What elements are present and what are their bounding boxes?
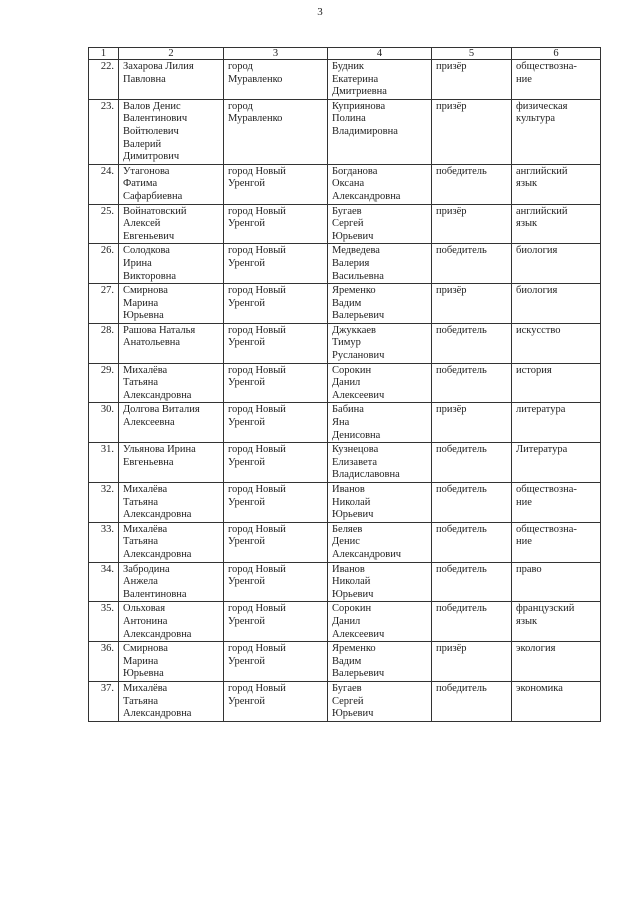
teacher-name-cell: Ульянова Ирина Евгеньевна xyxy=(119,443,224,483)
student-name-cell: Медведева Валерия Васильевна xyxy=(328,244,432,284)
row-number-cell: 35. xyxy=(89,602,119,642)
header-row xyxy=(89,48,601,60)
result-status-cell: победитель xyxy=(432,244,512,284)
result-status-cell: победитель xyxy=(432,443,512,483)
table-row xyxy=(89,60,601,100)
subject-cell: английский язык xyxy=(512,204,601,244)
column-header-4: 4 xyxy=(328,48,432,60)
teacher-name-cell: Смирнова Марина Юрьевна xyxy=(119,284,224,324)
row-number-cell: 29. xyxy=(89,363,119,403)
teacher-name-cell: Михалёва Татьяна Александровна xyxy=(119,522,224,562)
subject-cell: физическая культура xyxy=(512,99,601,164)
subject-cell: биология xyxy=(512,244,601,284)
subject-cell: биология xyxy=(512,284,601,324)
result-status-cell: победитель xyxy=(432,681,512,721)
result-status-cell: победитель xyxy=(432,483,512,523)
city-cell: город Новый Уренгой xyxy=(224,443,328,483)
row-number-cell: 27. xyxy=(89,284,119,324)
table-row xyxy=(89,642,601,682)
student-name-cell: Джуккаев Тимур Русланович xyxy=(328,323,432,363)
table-row xyxy=(89,363,601,403)
table-row xyxy=(89,204,601,244)
table-row xyxy=(89,602,601,642)
subject-cell: экономика xyxy=(512,681,601,721)
city-cell: город Новый Уренгой xyxy=(224,323,328,363)
column-header-6: 6 xyxy=(512,48,601,60)
teacher-name-cell: Валов Денис Валентинович Войтюлевич Валерий Димитрович xyxy=(119,99,224,164)
student-name-cell: Кузнецова Елизавета Владиславовна xyxy=(328,443,432,483)
subject-cell: обществозна- ние xyxy=(512,483,601,523)
row-number-cell: 34. xyxy=(89,562,119,602)
result-status-cell: победитель xyxy=(432,562,512,602)
city-cell: город Новый Уренгой xyxy=(224,403,328,443)
result-status-cell: призёр xyxy=(432,60,512,100)
teacher-name-cell: Утагонова Фатима Сафарбиевна xyxy=(119,164,224,204)
teacher-name-cell: Михалёва Татьяна Александровна xyxy=(119,681,224,721)
table-row xyxy=(89,403,601,443)
row-number-cell: 31. xyxy=(89,443,119,483)
city-cell: город Новый Уренгой xyxy=(224,642,328,682)
city-cell: город Новый Уренгой xyxy=(224,204,328,244)
result-status-cell: призёр xyxy=(432,642,512,682)
student-name-cell: Сорокин Данил Алексеевич xyxy=(328,363,432,403)
student-name-cell: Бугаев Сергей Юрьевич xyxy=(328,681,432,721)
table-row xyxy=(89,244,601,284)
table-row xyxy=(89,562,601,602)
teacher-name-cell: Михалёва Татьяна Александровна xyxy=(119,483,224,523)
city-cell: город Новый Уренгой xyxy=(224,363,328,403)
student-name-cell: Беляев Денис Александрович xyxy=(328,522,432,562)
results-table xyxy=(88,47,601,722)
city-cell: город Новый Уренгой xyxy=(224,284,328,324)
teacher-name-cell: Смирнова Марина Юрьевна xyxy=(119,642,224,682)
row-number-cell: 32. xyxy=(89,483,119,523)
row-number-cell: 22. xyxy=(89,60,119,100)
student-name-cell: Будник Екатерина Дмитриевна xyxy=(328,60,432,100)
subject-cell: экология xyxy=(512,642,601,682)
teacher-name-cell: Рашова Наталья Анатольевна xyxy=(119,323,224,363)
result-status-cell: призёр xyxy=(432,284,512,324)
table-row xyxy=(89,483,601,523)
city-cell: город Новый Уренгой xyxy=(224,483,328,523)
subject-cell: литература xyxy=(512,403,601,443)
result-status-cell: победитель xyxy=(432,323,512,363)
table-row xyxy=(89,443,601,483)
teacher-name-cell: Михалёва Татьяна Александровна xyxy=(119,363,224,403)
subject-cell: право xyxy=(512,562,601,602)
column-header-5: 5 xyxy=(432,48,512,60)
teacher-name-cell: Ольховая Антонина Александровна xyxy=(119,602,224,642)
row-number-cell: 23. xyxy=(89,99,119,164)
row-number-cell: 37. xyxy=(89,681,119,721)
result-status-cell: призёр xyxy=(432,99,512,164)
teacher-name-cell: Забродина Анжела Валентиновна xyxy=(119,562,224,602)
city-cell: город Новый Уренгой xyxy=(224,562,328,602)
table-row xyxy=(89,284,601,324)
row-number-cell: 26. xyxy=(89,244,119,284)
city-cell: город Новый Уренгой xyxy=(224,681,328,721)
subject-cell: история xyxy=(512,363,601,403)
subject-cell: английский язык xyxy=(512,164,601,204)
student-name-cell: Иванов Николай Юрьевич xyxy=(328,562,432,602)
city-cell: город Новый Уренгой xyxy=(224,602,328,642)
row-number-cell: 30. xyxy=(89,403,119,443)
result-status-cell: победитель xyxy=(432,602,512,642)
row-number-cell: 25. xyxy=(89,204,119,244)
student-name-cell: Бугаев Сергей Юрьевич xyxy=(328,204,432,244)
subject-cell: французский язык xyxy=(512,602,601,642)
subject-cell: обществозна- ние xyxy=(512,60,601,100)
student-name-cell: Иванов Николай Юрьевич xyxy=(328,483,432,523)
student-name-cell: Богданова Оксана Александровна xyxy=(328,164,432,204)
page-number: 3 xyxy=(317,6,323,18)
table-row xyxy=(89,681,601,721)
column-header-1: 1 xyxy=(89,48,119,60)
result-status-cell: призёр xyxy=(432,403,512,443)
subject-cell: обществозна- ние xyxy=(512,522,601,562)
city-cell: город Муравленко xyxy=(224,60,328,100)
city-cell: город Муравленко xyxy=(224,99,328,164)
student-name-cell: Бабина Яна Денисовна xyxy=(328,403,432,443)
result-status-cell: призёр xyxy=(432,204,512,244)
row-number-cell: 28. xyxy=(89,323,119,363)
student-name-cell: Сорокин Данил Алексеевич xyxy=(328,602,432,642)
teacher-name-cell: Солодкова Ирина Викторовна xyxy=(119,244,224,284)
table-row xyxy=(89,522,601,562)
table-row xyxy=(89,99,601,164)
column-header-2: 2 xyxy=(119,48,224,60)
subject-cell: Литература xyxy=(512,443,601,483)
table-row xyxy=(89,323,601,363)
subject-cell: искусство xyxy=(512,323,601,363)
row-number-cell: 36. xyxy=(89,642,119,682)
table-row xyxy=(89,164,601,204)
city-cell: город Новый Уренгой xyxy=(224,164,328,204)
student-name-cell: Яременко Вадим Валерьевич xyxy=(328,284,432,324)
result-status-cell: победитель xyxy=(432,522,512,562)
result-status-cell: победитель xyxy=(432,363,512,403)
city-cell: город Новый Уренгой xyxy=(224,244,328,284)
city-cell: город Новый Уренгой xyxy=(224,522,328,562)
teacher-name-cell: Захарова Лилия Павловна xyxy=(119,60,224,100)
teacher-name-cell: Войнатовский Алексей Евгеньевич xyxy=(119,204,224,244)
table-header xyxy=(89,48,601,60)
teacher-name-cell: Долгова Виталия Алексеевна xyxy=(119,403,224,443)
column-header-3: 3 xyxy=(224,48,328,60)
row-number-cell: 33. xyxy=(89,522,119,562)
result-status-cell: победитель xyxy=(432,164,512,204)
row-number-cell: 24. xyxy=(89,164,119,204)
student-name-cell: Яременко Вадим Валерьевич xyxy=(328,642,432,682)
student-name-cell: Куприянова Полина Владимировна xyxy=(328,99,432,164)
table-body xyxy=(89,60,601,722)
